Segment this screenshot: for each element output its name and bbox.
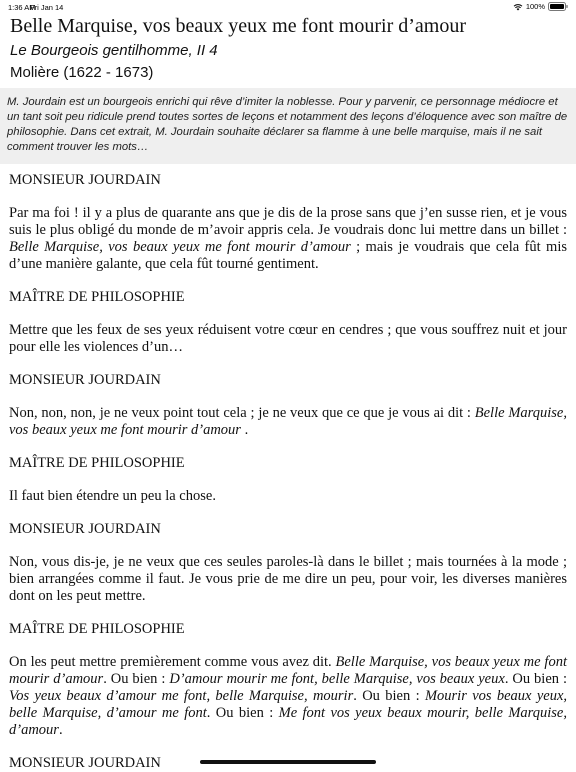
speech-text: Il faut bien étendre un peu la chose. [9,488,216,504]
speech-paragraph [9,205,567,273]
summary-box: M. Jourdain est un bourgeois enrichi qui rêve d’imiter la noblesse. Pour y parvenir, ce personnage médiocre et un tant soit peu ridicule prend toutes sortes de leçons et notamment des leçons d’éloquence avec son maître de philosophie. Dans cet extrait, M. Jourdain souhaite déclarer sa flamme à une belle marquise, mais il ne sait comment trouver les mots… [0,88,576,164]
speaker-name: MONSIEUR JOURDAIN [9,521,161,537]
status-time: 1:36 AM [8,3,36,12]
speech-paragraph [9,488,567,505]
speech-text: . Ou bien : [504,671,567,687]
status-right [513,2,568,11]
speaker-name: MONSIEUR JOURDAIN [9,755,161,771]
italic-quote: Belle Marquise, vos beaux yeux me font mourir d’amour [9,239,351,255]
speech-text: . [58,722,63,738]
speech-text: On les peut mettre premièrement comme vous avez dit. [9,654,336,670]
page-subtitle: Le Bourgeois gentilhomme, II 4 [10,42,218,59]
italic-quote: Belle Marquise, vos beaux yeux me font mourir d’amour [9,405,567,438]
page-title: Belle Marquise, vos beaux yeux me font mourir d’amour [10,15,466,37]
speech-text: Par ma foi ! il y a plus de quarante ans que je dis de la prose sans que j’en susse rien, et je vous suis le plus obligé du monde de m’avoir appris cela. Je voudrais donc lui mettre dans un billet : [9,205,567,238]
dialogue-text [9,169,567,772]
speech-text: . Ou bien : [353,688,425,704]
italic-quote: Mourir vos beaux yeux, belle Marquise, d’amour me font [9,688,568,721]
speech-paragraph [9,405,567,439]
speaker-name: MAÎTRE DE PHILOSOPHIE [9,621,185,637]
speech-paragraph [9,654,567,739]
speech-text: Non, non, non, je ne veux point tout cela ; je ne veux que ce que je vous ai dit : [9,405,475,421]
speech-text: Non, vous dis-je, je ne veux que ces seules paroles-là dans le billet ; mais tournées à la mode ; bien arrangées comme il faut. Je vous prie de me dire un peu, pour voir, les diverses manières dont on les peut mettre. [9,554,567,604]
italic-quote: Me font vos yeux beaux mourir, belle Marquise, d’amour [9,705,567,738]
speech-paragraph [9,554,567,605]
status-date: Fri Jan 14 [30,3,64,12]
speaker-name: MONSIEUR JOURDAIN [9,372,161,388]
speech-text: ; mais je voudrais que cela fût mis d’une manière galante, que cela fût tourné gentiment. [9,239,567,272]
italic-quote: D’amour mourir me font, belle Marquise, vos beaux yeux [169,671,505,687]
speech-text: Mettre que les feux de ses yeux réduisent votre cœur en cendres ; que vous souffrez nuit et jour pour elle les violences d’un… [9,322,567,355]
speaker-name: MAÎTRE DE PHILOSOPHIE [9,289,185,305]
italic-quote: Belle Marquise, vos beaux yeux me font mourir d’amour [9,654,567,687]
poem-header [10,14,566,83]
italic-quote: Vos yeux beaux d’amour me font, belle Marquise, mourir [9,688,354,704]
speech-text: . Ou bien : [103,671,170,687]
wifi-icon [513,3,523,11]
battery-percent: 100% [525,2,545,11]
author-line: Molière (1622 - 1673) [10,64,154,81]
speech-paragraph [9,322,567,356]
status-bar [0,0,576,14]
battery-icon [548,2,568,11]
speaker-name: MONSIEUR JOURDAIN [9,172,161,188]
home-indicator[interactable] [200,760,376,764]
speaker-name: MAÎTRE DE PHILOSOPHIE [9,455,185,471]
speech-text: . Ou bien : [206,705,279,721]
speech-text: . [240,422,249,438]
